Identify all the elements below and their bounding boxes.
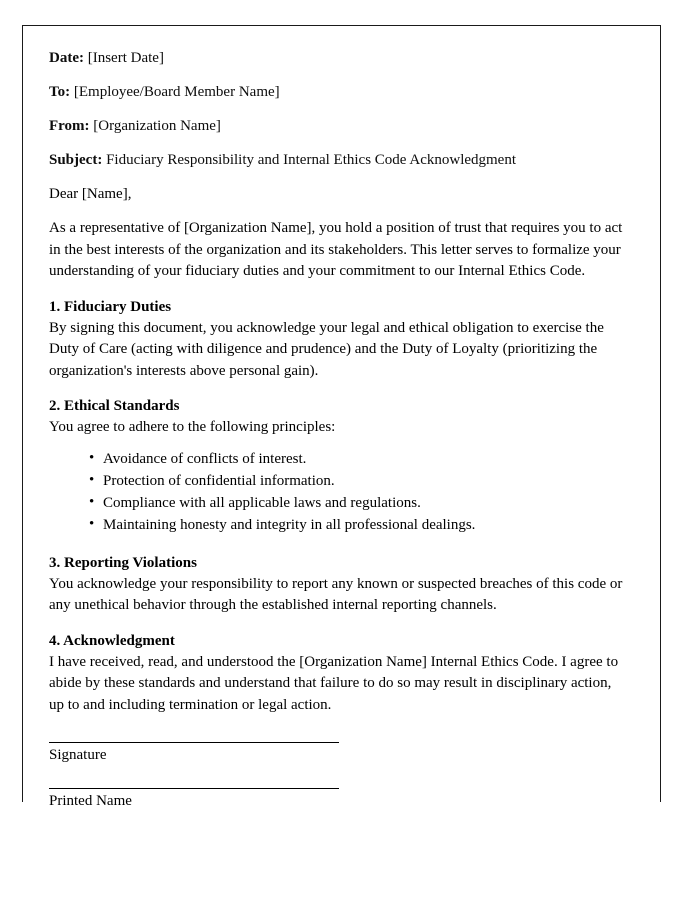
intro-paragraph: As a representative of [Organization Name], you hold a position of trust that requires you to act in the best interests of the organization and its stakeholders. This letter serves to formalize your understanding of your fiduciary duties and your commitment to our Internal Ethics Code. (49, 220, 623, 279)
document-page (22, 25, 661, 809)
field-subject-value: Fiduciary Responsibility and Internal Ethics Code Acknowledgment (106, 152, 517, 168)
list-item: • Maintaining honesty and integrity in all professional dealings. (89, 514, 629, 536)
field-from-value: [Organization Name] (93, 118, 221, 134)
list-item: • Protection of confidential information. (89, 470, 629, 492)
printed-name-label: Printed Name (49, 793, 132, 809)
signature-label: Signature (49, 747, 107, 763)
section-heading: 4. Acknowledgment (49, 632, 175, 649)
printed-name-field-group (49, 788, 629, 811)
field-to-label: To: (49, 84, 71, 100)
field-subject (49, 150, 629, 171)
section-acknowledgment (49, 631, 629, 717)
letter-body (49, 48, 629, 834)
field-date-label: Date: (49, 50, 84, 66)
field-to (49, 82, 629, 103)
signature-rule[interactable] (49, 742, 339, 743)
section-heading: 1. Fiduciary Duties (49, 298, 172, 315)
field-to-value: [Employee/Board Member Name] (73, 84, 280, 100)
section-reporting-violations (49, 553, 629, 617)
signature-block (49, 742, 629, 811)
section-body: You acknowledge your responsibility to report any known or suspected breaches of this code or any unethical behavior through the established internal reporting channels. (49, 575, 623, 613)
field-date-value: [Insert Date] (87, 50, 164, 66)
salutation: Dear [Name], (49, 186, 132, 202)
field-from (49, 116, 629, 137)
section-heading: 2. Ethical Standards (49, 398, 180, 414)
section-body: You agree to adhere to the following principles: (49, 419, 336, 435)
section-fiduciary-duties (49, 297, 629, 383)
signature-field-group (49, 742, 629, 765)
field-date (49, 48, 629, 69)
field-from-label: From: (49, 118, 90, 134)
section-heading: 3. Reporting Violations (49, 554, 197, 571)
principles-list (49, 448, 629, 536)
section-body: I have received, read, and understood the [Organization Name] Internal Ethics Code. I agree to abide by these standards and understand that failure to do so may result in disciplinary action, up to and including termination or legal action. (49, 653, 619, 713)
section-body: By signing this document, you acknowledge your legal and ethical obligation to exercise the Duty of Care (acting with diligence and prudence) and the Duty of Loyalty (prioritizing the organization's interests above personal gain). (49, 319, 604, 379)
field-subject-label: Subject: (49, 152, 103, 168)
printed-name-rule[interactable] (49, 788, 339, 789)
list-item: • Avoidance of conflicts of interest. (89, 448, 629, 470)
section-ethical-standards (49, 396, 629, 536)
list-item: • Compliance with all applicable laws and regulations. (89, 492, 629, 514)
